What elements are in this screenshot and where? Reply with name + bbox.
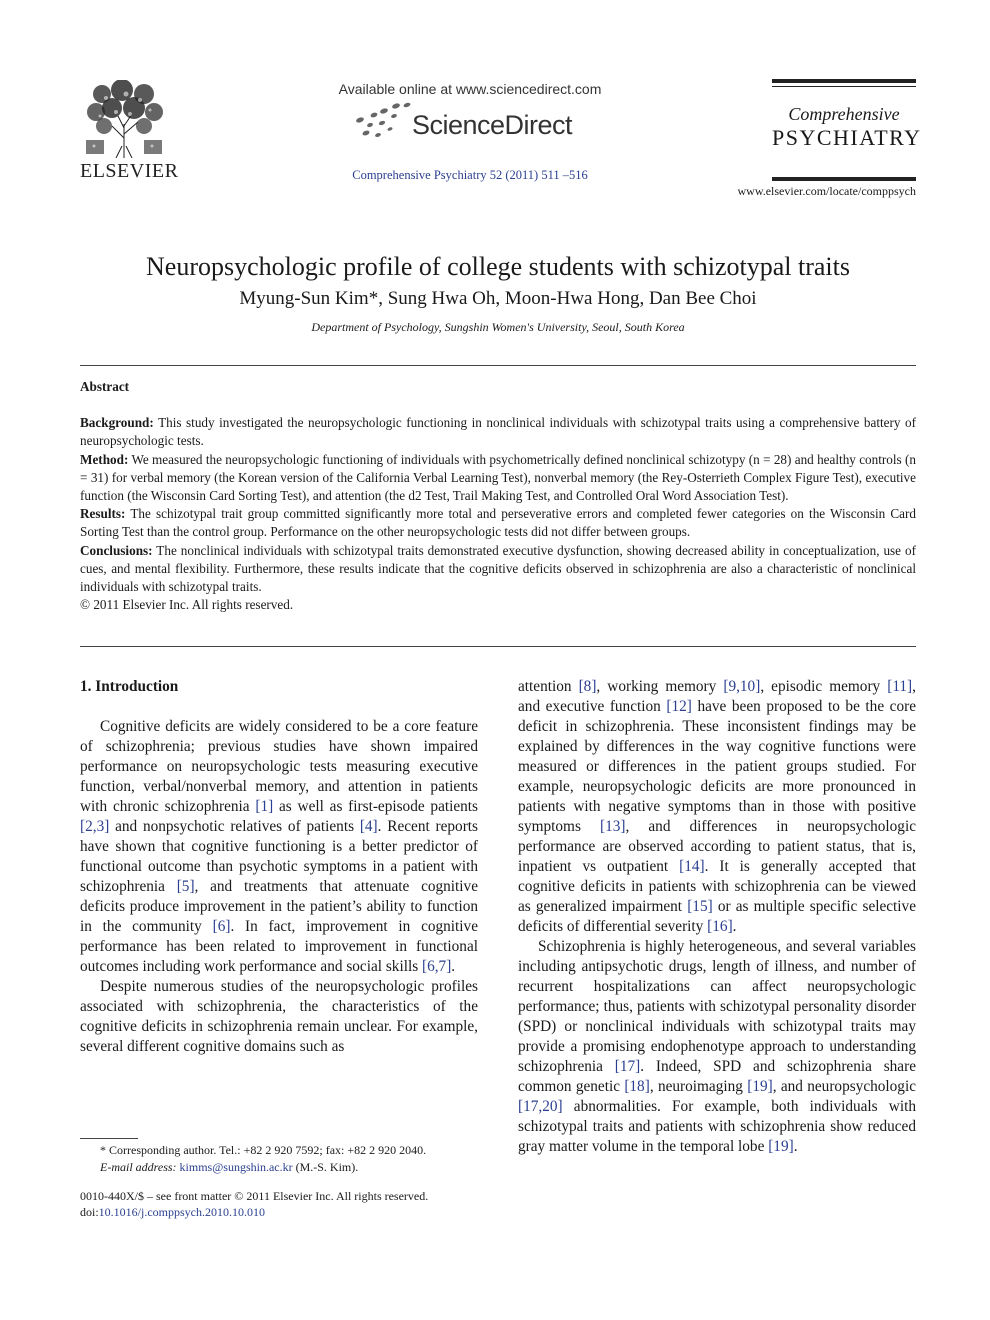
doi-line [80, 1204, 500, 1220]
citation-link[interactable]: [17] [614, 1058, 641, 1075]
citation-link[interactable]: [6,7] [421, 958, 452, 975]
page-header [0, 0, 990, 200]
abstract-heading: Abstract [80, 379, 130, 394]
right-paragraph [518, 937, 916, 1157]
article-authors: Myung-Sun Kim*, Sung Hwa Oh, Moon-Hwa Hong, Dan Bee Choi [239, 288, 757, 309]
abstract-background-text: This study investigated the neuropsychologic functioning in nonclinical individuals with schizotypal traits using a comprehensive battery of neuropsychologic tests. [80, 415, 916, 449]
abstract-method-text: We measured the neuropsychologic functioning of individuals with psychometrically defined nonclinical schizotypy (n = 28) and healthy controls (n = 31) for verbal memory (the Korean version of the California Verbal Learning Test), nonverbal memory (the Rey-Osterrieth Complex Figure Test), executive function (the Wisconsin Card Sorting Test), and attention (the d2 Test, Trail Making Test, and Controlled Oral Word Association Test). [80, 451, 916, 504]
email-label: E-mail address: [100, 1160, 177, 1174]
journal-title-rule-top [772, 79, 916, 83]
abstract-conclusions-label: Conclusions: [80, 542, 153, 558]
citation-link[interactable]: [5] [176, 878, 195, 895]
abstract-results-label: Results: [80, 506, 126, 522]
body-text: . [451, 958, 456, 975]
right-paragraph [518, 677, 916, 937]
body-text: , neuroimaging [649, 1078, 748, 1095]
citation-link[interactable]: [4] [359, 818, 378, 835]
body-text: Cognitive deficits are widely considered to be a core feature of schizophrenia; previous studies have shown impaired performance on neuropsychologic tests measuring executive function, verbal/nonverbal memory, and attention in patients with chronic schizophrenia [80, 718, 478, 815]
citation-link[interactable]: [11] [887, 678, 913, 695]
citation-link[interactable]: [16] [707, 918, 733, 935]
citation-link[interactable]: [15] [687, 898, 713, 915]
section-heading-introduction: 1. Introduction [80, 678, 179, 695]
corresponding-author-footnote: * Corresponding author. Tel.: +82 2 920 7592; fax: +82 2 920 2040. [100, 1143, 427, 1157]
body-text: . [793, 1138, 798, 1155]
elsevier-logo[interactable] [80, 80, 179, 182]
abstract-background-label: Background: [80, 415, 154, 431]
front-matter [80, 1188, 500, 1220]
citation-link[interactable]: [12] [666, 698, 692, 715]
citation-link[interactable]: [18] [624, 1078, 650, 1095]
journal-name-line2: PSYCHIATRY [772, 125, 922, 150]
sciencedirect-dots-icon [352, 102, 414, 142]
email-link[interactable]: kimms@sungshin.ac.kr [179, 1160, 293, 1174]
elsevier-wordmark: ELSEVIER [80, 160, 179, 182]
journal-title-rule-top-thin [772, 86, 916, 87]
body-text: abnormalities. For example, both individuals with schizotypal traits and patients with schizophrenia show reduced gray matter volume in the temporal lobe [518, 1098, 916, 1155]
body-text: , episodic memory [760, 678, 888, 695]
citation-link[interactable]: [8] [578, 678, 597, 695]
journal-name-line1: Comprehensive [788, 104, 900, 124]
abstract-method-label: Method: [80, 451, 129, 467]
body-text: and nonpsychotic relatives of patients [109, 818, 360, 835]
citation-link[interactable]: [2,3] [80, 818, 110, 835]
left-column [80, 677, 478, 1057]
right-column [518, 677, 916, 1157]
journal-title-block [772, 79, 922, 189]
body-text: , working memory [596, 678, 724, 695]
body-text: . [732, 918, 737, 935]
abstract-conclusions-text: The nonclinical individuals with schizotypal traits demonstrated executive dysfunction, showing decreased ability in conceptualization, use of cues, and mental flexibility. Furthermore, these results indicate that the cognitive deficits observed in schizophrenia are also a characteristic of nonclinical individuals with schizotypal traits. [80, 542, 916, 595]
body-text: . Recent reports have shown that cognitive functioning is a better predictor of functional outcome than psychotic symptoms in a patient with schizophrenia [80, 818, 478, 895]
elsevier-tree-icon [82, 80, 166, 158]
left-paragraph [80, 977, 478, 1057]
body-text: have been proposed to be the core deficit in schizophrenia. These inconsistent findings may be explained by differences in the way cognitive functions were measured or differences in the patient groups studied. For example, neuropsychologic deficits are more pronounced in patients with negative symptoms than in those with positive symptoms [518, 698, 917, 835]
body-text: or as multiple specific selective deficits of differential severity [518, 898, 916, 935]
citation-link[interactable]: [6] [212, 918, 231, 935]
body-text: , and differences in neuropsychologic performance are observed according to patient status, that is, inpatient vs outpatient [518, 818, 916, 875]
abstract-copyright: © 2011 Elsevier Inc. All rights reserved. [80, 597, 294, 613]
sciencedirect-logo[interactable] [352, 102, 592, 142]
article-title: Neuropsychologic profile of college students with schizotypal traits [146, 252, 850, 281]
abstract-results-text: The schizotypal trait group committed significantly more total and perseverative errors and completed fewer categories on the Wisconsin Card Sorting Test than the control group. Performance on the other neuropsychologic tests did not differ between groups. [80, 506, 916, 540]
body-text: , and treatments that attenuate cognitive deficits produce improvement in the patient’s ability to function in the community [80, 878, 478, 935]
abstract-conclusions [80, 542, 916, 597]
journal-url-link[interactable]: www.elsevier.com/locate/comppsych [737, 184, 916, 198]
citation-link[interactable]: [17,20] [518, 1098, 563, 1115]
citation-link[interactable]: [9,10] [723, 678, 761, 695]
issn-line: 0010-440X/$ – see front matter © 2011 Elsevier Inc. All rights reserved. [80, 1189, 429, 1203]
divider-above-abstract [80, 365, 916, 366]
right-column-paragraphs [518, 677, 916, 1157]
body-text: . Indeed, SPD and schizophrenia share common genetic [518, 1058, 916, 1095]
available-online-text: Available online at www.sciencedirect.com [338, 81, 602, 97]
author-affiliation: Department of Psychology, Sungshin Women's University, Seoul, South Korea [311, 320, 685, 334]
abstract-background [80, 414, 916, 450]
body-text: attention [518, 678, 579, 695]
body-text: Schizophrenia is highly heterogeneous, and several variables including antipsychotic drugs, length of illness, and number of recurrent hospitalizations can affect neuropsychologic performance; thus, patients with schizotypal personality disorder (SPD) or nonclinical individuals with schizotypal traits may provide a promising endophenotype approach to understanding schizophrenia [518, 938, 916, 1075]
citation-link[interactable]: [14] [679, 858, 705, 875]
footnote-rule [80, 1138, 138, 1139]
journal-title-rule-bottom [772, 177, 916, 181]
journal-citation-link[interactable]: Comprehensive Psychiatry 52 (2011) 511 –516 [352, 168, 588, 182]
left-paragraph [80, 717, 478, 977]
body-text: , and neuropsychologic [772, 1078, 916, 1095]
footnote-email-line [80, 1159, 478, 1176]
email-suffix: (M.-S. Kim). [295, 1160, 359, 1174]
body-text: Despite numerous studies of the neuropsychologic profiles associated with schizophrenia, the characteristics of the cognitive deficits in schizophrenia remain unclear. For example, several different cognitive domains such as [80, 978, 478, 1055]
citation-link[interactable]: [13] [599, 818, 626, 835]
body-text: , and executive function [518, 678, 916, 715]
citation-link[interactable]: [1] [255, 798, 274, 815]
body-text: . It is generally accepted that cognitive deficits in patients with schizophrenia can be viewed as generalized impairment [518, 858, 916, 915]
citation-link[interactable]: [19] [768, 1138, 794, 1155]
body-text: as well as first-episode patients [273, 798, 479, 815]
abstract-method [80, 451, 916, 506]
sciencedirect-wordmark: ScienceDirect [412, 110, 573, 140]
abstract-results [80, 505, 916, 541]
doi-link[interactable]: 10.1016/j.comppsych.2010.10.010 [98, 1205, 265, 1219]
citation-link[interactable]: [19] [747, 1078, 773, 1095]
left-column-paragraphs [80, 717, 478, 1057]
body-text: . In fact, improvement in cognitive performance has been related to improvement in functional outcomes including work performance and social skills [80, 918, 478, 975]
divider-below-abstract [80, 646, 916, 647]
abstract-section [80, 378, 916, 614]
doi-label: doi: [80, 1205, 99, 1219]
